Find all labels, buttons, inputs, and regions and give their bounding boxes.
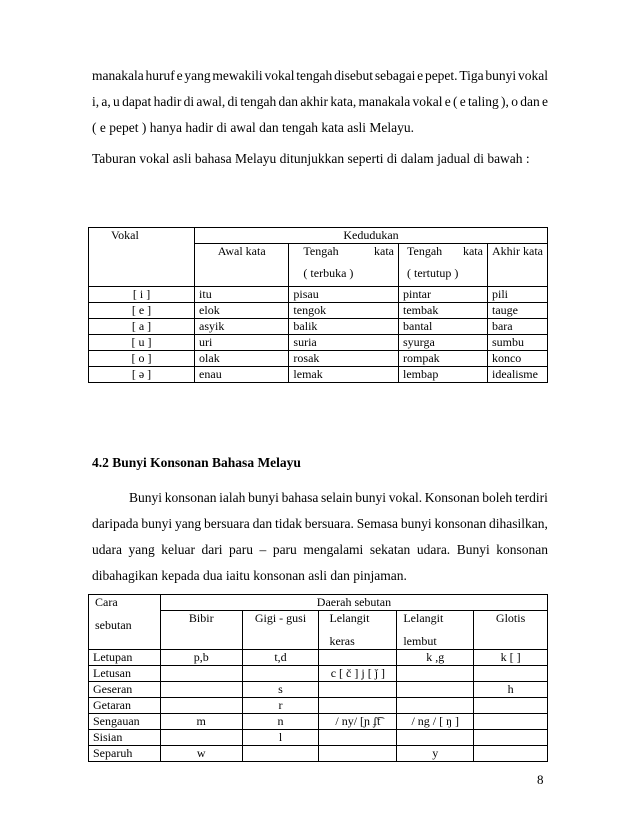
header-kedudukan: Kedudukan — [195, 228, 548, 244]
paragraph-3-line-2-text-word: Semasa — [356, 516, 398, 531]
paragraph-3-line-1-text-word: konsonan — [164, 490, 217, 505]
tengah-tertutup-cell: pintar — [399, 287, 488, 303]
bibir-cell: p,b — [160, 650, 242, 666]
paragraph-1-line-2-text-word: kata, — [330, 94, 357, 109]
paragraph-1-line-2-text-word: dan — [278, 94, 299, 109]
paragraph-1-line-2-text-word: o — [511, 94, 518, 109]
bibir-cell — [160, 730, 242, 746]
paragraph-1-line-1-text-word: huruf — [145, 68, 175, 83]
awal-cell: asyik — [195, 319, 289, 335]
glotis-cell: k [ ] — [474, 650, 548, 666]
gigi-cell: s — [242, 682, 319, 698]
lembut-cell — [397, 698, 474, 714]
paragraph-1-line-1-text-word: e — [417, 68, 424, 83]
tertutup-note: ( tertutup ) — [407, 266, 459, 280]
paragraph-3-line-1-text-word: selain — [321, 490, 353, 505]
header-daerah-sebutan: Daerah sebutan — [160, 595, 547, 611]
paragraph-3-line-3-text-word: mengalami — [303, 542, 364, 557]
lembut-cell: k ,g — [397, 650, 474, 666]
consonant-table-header-row — [89, 595, 548, 611]
paragraph-3-line-1 — [92, 490, 548, 516]
table-row — [89, 746, 548, 762]
table-row — [89, 650, 548, 666]
paragraph-3-line-2-text-word: konsonan — [434, 516, 487, 531]
paragraph-3-line-1-text-word: ialah — [219, 490, 246, 505]
paragraph-1-line-1-text-word: mewakili — [212, 68, 263, 83]
table-row — [89, 714, 548, 730]
table-row — [89, 287, 548, 303]
tengah-tertutup-cell: rompak — [399, 351, 488, 367]
subheader-bibir: Bibir — [160, 611, 242, 650]
paragraph-1-line-3-text: ( e pepet ) hanya hadir di awal dan tengah kata asli Melayu. — [92, 120, 414, 135]
cara-cell: Sisian — [89, 730, 161, 746]
paragraph-1-line-2-text-word: di — [183, 94, 195, 109]
gigi-cell: t,d — [242, 650, 319, 666]
paragraph-1-line-1-text-word: bunyi — [485, 68, 517, 83]
paragraph-1-line-1-text-word: e — [176, 68, 183, 83]
glotis-cell — [474, 746, 548, 762]
akhir-cell: sumbu — [487, 335, 547, 351]
akhir-cell: pili — [487, 287, 547, 303]
cara-cell: Sengauan — [89, 714, 161, 730]
paragraph-1-line-2-text-word: i, — [92, 94, 100, 109]
header-vokal: Vokal — [89, 228, 195, 287]
subheader-glotis: Glotis — [474, 611, 548, 650]
glotis-cell: h — [474, 682, 548, 698]
gigi-cell: l — [242, 730, 319, 746]
keras-cell: c [ č ] j [ ǰ ] — [319, 666, 397, 682]
subheader-tengah-terbuka — [289, 244, 399, 287]
table-row — [89, 335, 548, 351]
paragraph-3-line-1-text-word: Konsonan — [424, 490, 480, 505]
glotis-cell — [474, 698, 548, 714]
section-heading: 4.2 Bunyi Konsonan Bahasa Melayu — [92, 455, 301, 470]
table-row — [89, 303, 548, 319]
paragraph-3-line-4 — [92, 568, 548, 594]
paragraph-3-line-3-text-word: paru — [229, 542, 254, 557]
paragraph-3-line-2-text-word: daripada — [92, 516, 139, 531]
paragraph-1-line-2-text-word: e — [444, 94, 451, 109]
table-row — [89, 319, 548, 335]
bibir-cell — [160, 682, 242, 698]
keras-label: keras — [329, 634, 355, 648]
paragraph-1-line-1 — [92, 68, 548, 94]
keras-cell — [319, 698, 397, 714]
paragraph-1-line-2-text-word: dapat — [122, 94, 152, 109]
paragraph-1-line-2-text-word: a, — [101, 94, 111, 109]
paragraph-1-line-1-text-word: tengah — [296, 68, 333, 83]
table-row — [89, 682, 548, 698]
gigi-cell — [242, 746, 319, 762]
paragraph-1-line-2-text-word: ( — [453, 94, 458, 109]
bibir-cell: m — [160, 714, 242, 730]
subheader-awal-kata: Awal kata — [195, 244, 289, 287]
lembut-cell: y — [397, 746, 474, 762]
keras-cell — [319, 746, 397, 762]
keras-cell — [319, 730, 397, 746]
tengah-tertutup-cell: tembak — [399, 303, 488, 319]
paragraph-1-line-2-text-word: e — [541, 94, 548, 109]
kata-label: kata — [462, 244, 483, 258]
paragraph-1-line-2-text-word: taling — [468, 94, 499, 109]
paragraph-1-line-2-text-word: dan — [520, 94, 540, 109]
vowel-table-header-row — [89, 228, 548, 244]
subheader-lelangit-lembut — [397, 611, 474, 650]
paragraph-1-line-2-text-word: awal, — [196, 94, 226, 109]
table-row — [89, 698, 548, 714]
glotis-cell — [474, 730, 548, 746]
keras-cell — [319, 682, 397, 698]
terbuka-note: ( terbuka ) — [303, 266, 354, 280]
paragraph-1-line-2-text-word: ), — [501, 94, 509, 109]
bibir-cell — [160, 698, 242, 714]
vowel-table — [88, 227, 548, 383]
lembut-label: lembut — [403, 634, 437, 648]
gigi-cell: n — [242, 714, 319, 730]
paragraph-3-line-1-text-word: vokal. — [388, 490, 423, 505]
cara-cell: Separuh — [89, 746, 161, 762]
paragraph-3-line-1-text-word: terdiri — [514, 490, 548, 505]
paragraph-3-line-2-text-word: dan — [252, 516, 273, 531]
tengah-terbuka-cell: lemak — [289, 367, 399, 383]
cara-cell: Letusan — [89, 666, 161, 682]
paragraph-1-line-2-text-word: akhir — [300, 94, 329, 109]
keras-cell — [319, 650, 397, 666]
paragraph-3-line-3-text-word: udara. — [416, 542, 451, 557]
header-sebutan: sebutan — [95, 618, 132, 632]
tengah-terbuka-cell: balik — [289, 319, 399, 335]
awal-cell: enau — [195, 367, 289, 383]
paragraph-3-line-2-text-word: bunyi — [400, 516, 432, 531]
paragraph-1-line-1-text-word: Tiga — [459, 68, 484, 83]
paragraph-3-line-3-text-word: dari — [201, 542, 223, 557]
paragraph-3-line-3 — [92, 542, 548, 568]
paragraph-3-line-3-text-word: – — [259, 542, 267, 557]
paragraph-3-line-3-text-word: keluar — [161, 542, 195, 557]
lelangit-label: Lelangit — [329, 611, 370, 625]
kata-label: kata — [374, 244, 394, 258]
vowel-cell: [ a ] — [89, 319, 195, 335]
tengah-terbuka-cell: tengok — [289, 303, 399, 319]
tengah-label: Tengah — [303, 244, 339, 258]
paragraph-1-line-2-text-word: tengah — [240, 94, 277, 109]
lelangit-label: Lelangit — [403, 611, 444, 625]
table-row — [89, 351, 548, 367]
paragraph-3-line-1-text-word: boleh — [482, 490, 513, 505]
paragraph-3-line-2-text-word: tidak — [274, 516, 302, 531]
lembut-cell — [397, 730, 474, 746]
tengah-tertutup-cell: syurga — [399, 335, 488, 351]
paragraph-3-line-2 — [92, 516, 548, 542]
paragraph-1-line-2-text-word: di — [227, 94, 239, 109]
paragraph-3-line-2-text-word: yang — [174, 516, 202, 531]
awal-cell: itu — [195, 287, 289, 303]
paragraph-1-line-1-text-word: manakala — [92, 68, 144, 83]
awal-cell: uri — [195, 335, 289, 351]
paragraph-1-line-2-text-word: hadir — [153, 94, 182, 109]
paragraph-1-line-1-text-word: pepet. — [424, 68, 458, 83]
paragraph-3-line-3-text-word: yang — [128, 542, 155, 557]
paragraph-3-line-2-text-word: dihasilkan, — [489, 516, 548, 531]
paragraph-2: Taburan vokal asli bahasa Melayu ditunjukkan seperti di dalam jadual di bawah : — [92, 151, 530, 166]
paragraph-1-line-2-text-word: manakala — [358, 94, 411, 109]
paragraph-1-line-1-text-word: yang — [184, 68, 211, 83]
glotis-cell — [474, 714, 548, 730]
awal-cell: elok — [195, 303, 289, 319]
paragraph-3-line-3-text-word: Bunyi — [456, 542, 490, 557]
paragraph-3-line-2-text-word: bunyi — [141, 516, 173, 531]
subheader-tengah-tertutup — [399, 244, 488, 287]
tengah-label: Tengah — [407, 244, 443, 258]
akhir-cell: bara — [487, 319, 547, 335]
lembut-cell — [397, 682, 474, 698]
keras-cell: / ny/ [ɲ ʄ͡t — [319, 714, 397, 730]
paragraph-3-line-4-text: dibahagikan kepada dua iaitu konsonan asli dan pinjaman. — [92, 568, 407, 583]
akhir-cell: idealisme — [487, 367, 547, 383]
paragraph-3 — [92, 490, 548, 594]
tengah-terbuka-cell: rosak — [289, 351, 399, 367]
glotis-cell — [474, 666, 548, 682]
paragraph-1 — [92, 68, 548, 146]
tengah-tertutup-cell: lembap — [399, 367, 488, 383]
bibir-cell — [160, 666, 242, 682]
page-number: 8 — [537, 772, 544, 787]
tengah-terbuka-cell: pisau — [289, 287, 399, 303]
vowel-cell: [ ə ] — [89, 367, 195, 383]
cara-cell: Getaran — [89, 698, 161, 714]
paragraph-3-line-1-text-word: Bunyi — [129, 490, 163, 505]
subheader-akhir-kata: Akhir kata — [487, 244, 547, 287]
cara-cell: Letupan — [89, 650, 161, 666]
vowel-cell: [ i ] — [89, 287, 195, 303]
subheader-lelangit-keras — [319, 611, 397, 650]
paragraph-3-line-3-text-word: konsonan — [496, 542, 548, 557]
paragraph-1-line-1-text-word: vokal — [264, 68, 295, 83]
paragraph-3-line-1-text-word: bahasa — [281, 490, 319, 505]
tengah-terbuka-cell: suria — [289, 335, 399, 351]
vowel-cell: [ u ] — [89, 335, 195, 351]
header-cara-sebutan — [89, 595, 161, 650]
tengah-tertutup-cell: bantal — [399, 319, 488, 335]
paragraph-3-line-1-text-word: bunyi — [248, 490, 279, 505]
bibir-cell: w — [160, 746, 242, 762]
header-cara: Cara — [95, 595, 118, 609]
vowel-cell: [ o ] — [89, 351, 195, 367]
paragraph-1-line-2-text-word: vokal — [412, 94, 443, 109]
subheader-gigi-gusi: Gigi - gusi — [242, 611, 319, 650]
paragraph-3-line-2-text-word: bersuara. — [304, 516, 354, 531]
paragraph-1-line-1-text-word: sebagai — [374, 68, 416, 83]
gigi-cell — [242, 666, 319, 682]
cara-cell: Geseran — [89, 682, 161, 698]
table-row — [89, 367, 548, 383]
paragraph-3-line-3-text-word: udara — [92, 542, 122, 557]
paragraph-3-line-1-text-word: bunyi — [355, 490, 386, 505]
consonant-table — [88, 594, 548, 762]
vowel-cell: [ e ] — [89, 303, 195, 319]
paragraph-1-line-1-text-word: vokal — [517, 68, 548, 83]
table-row — [89, 730, 548, 746]
paragraph-3-line-3-text-word: sekatan — [369, 542, 411, 557]
paragraph-1-line-2 — [92, 94, 548, 120]
akhir-cell: konco — [487, 351, 547, 367]
paragraph-1-line-3 — [92, 120, 548, 146]
paragraph-1-line-2-text-word: e — [459, 94, 466, 109]
lembut-cell — [397, 666, 474, 682]
paragraph-1-line-1-text-word: disebut — [334, 68, 374, 83]
paragraph-3-line-3-text-word: paru — [272, 542, 297, 557]
awal-cell: olak — [195, 351, 289, 367]
lembut-cell: / ng / [ ŋ ] — [397, 714, 474, 730]
paragraph-3-line-2-text-word: bersuara — [204, 516, 250, 531]
gigi-cell: r — [242, 698, 319, 714]
akhir-cell: tauge — [487, 303, 547, 319]
paragraph-1-line-2-text-word: u — [113, 94, 120, 109]
table-row — [89, 666, 548, 682]
